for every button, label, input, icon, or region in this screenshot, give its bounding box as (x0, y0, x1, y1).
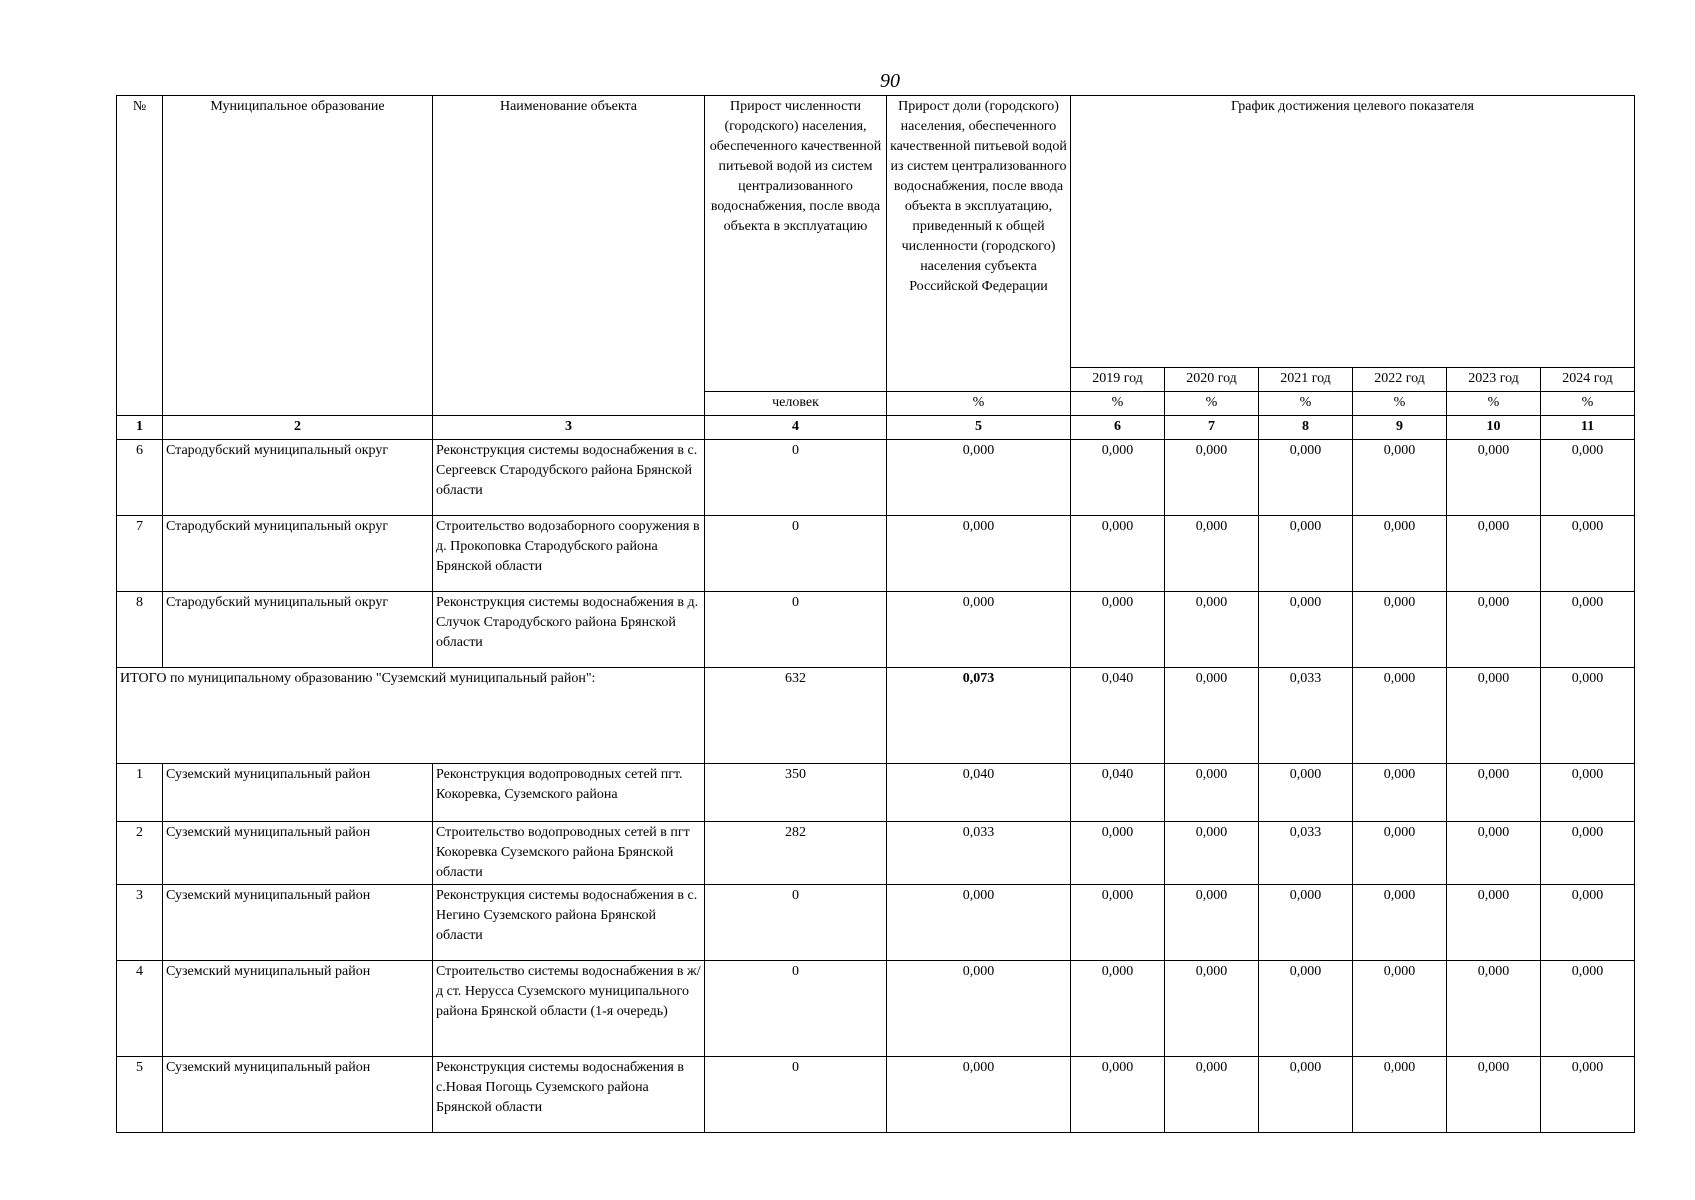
table-row (117, 885, 1635, 961)
row-year-value: 0,000 (1259, 440, 1353, 516)
row-year-value: 0,000 (1165, 592, 1259, 668)
row-year-value: 0,000 (1259, 961, 1353, 1057)
row-share-growth: 0,000 (887, 885, 1071, 961)
column-number: 7 (1165, 416, 1259, 440)
total-year-value: 0,000 (1541, 668, 1635, 764)
unit-pct: % (887, 392, 1071, 416)
row-share-growth: 0,033 (887, 822, 1071, 885)
row-year-value: 0,000 (1071, 592, 1165, 668)
row-year-value: 0,000 (1353, 961, 1447, 1057)
row-pop-growth: 0 (705, 961, 887, 1057)
row-share-growth: 0,000 (887, 516, 1071, 592)
year-header: 2019 год (1071, 368, 1165, 392)
total-share-growth: 0,073 (887, 668, 1071, 764)
header-row (117, 96, 1635, 368)
header-pop-growth: Прирост численности (городского) населения, обеспеченного качественной питьевой водой из систем централизованного водоснабжения, после ввода объекта в эксплуатацию (705, 96, 887, 392)
row-object: Реконструкция системы водоснабжения в с. Негино Суземского района Брянской области (433, 885, 705, 961)
header-no: № (117, 96, 163, 416)
row-year-value: 0,000 (1447, 822, 1541, 885)
row-year-value: 0,000 (1353, 1057, 1447, 1133)
row-no: 1 (117, 764, 163, 822)
row-year-value: 0,000 (1541, 885, 1635, 961)
row-no: 5 (117, 1057, 163, 1133)
row-no: 7 (117, 516, 163, 592)
table-row (117, 592, 1635, 668)
row-year-value: 0,000 (1071, 1057, 1165, 1133)
row-municipality: Суземский муниципальный район (163, 961, 433, 1057)
row-year-value: 0,000 (1353, 885, 1447, 961)
column-number: 8 (1259, 416, 1353, 440)
unit-pct: % (1541, 392, 1635, 416)
year-header: 2023 год (1447, 368, 1541, 392)
row-year-value: 0,000 (1165, 822, 1259, 885)
column-number: 4 (705, 416, 887, 440)
row-year-value: 0,000 (1165, 1057, 1259, 1133)
row-object: Реконструкция системы водоснабжения в д. Случок Стародубского района Брянской области (433, 592, 705, 668)
row-year-value: 0,000 (1259, 592, 1353, 668)
year-header: 2022 год (1353, 368, 1447, 392)
row-year-value: 0,000 (1071, 822, 1165, 885)
row-year-value: 0,000 (1071, 440, 1165, 516)
row-share-growth: 0,000 (887, 440, 1071, 516)
row-municipality: Стародубский муниципальный округ (163, 516, 433, 592)
total-label: ИТОГО по муниципальному образованию "Суземский муниципальный район": (117, 668, 705, 764)
row-year-value: 0,000 (1447, 764, 1541, 822)
target-indicator-table (116, 95, 1635, 1133)
row-year-value: 0,000 (1447, 961, 1541, 1057)
row-pop-growth: 0 (705, 516, 887, 592)
row-year-value: 0,000 (1541, 1057, 1635, 1133)
row-year-value: 0,000 (1541, 961, 1635, 1057)
row-municipality: Суземский муниципальный район (163, 1057, 433, 1133)
column-number: 2 (163, 416, 433, 440)
total-year-value: 0,000 (1353, 668, 1447, 764)
table-row (117, 764, 1635, 822)
header-municipality: Муниципальное образование (163, 96, 433, 416)
unit-people: человек (705, 392, 887, 416)
row-pop-growth: 282 (705, 822, 887, 885)
row-pop-growth: 0 (705, 592, 887, 668)
row-year-value: 0,000 (1353, 516, 1447, 592)
column-numbers-row (117, 416, 1635, 440)
row-share-growth: 0,000 (887, 1057, 1071, 1133)
row-no: 2 (117, 822, 163, 885)
table-row (117, 961, 1635, 1057)
row-year-value: 0,000 (1541, 516, 1635, 592)
row-object: Строительство водопроводных сетей в пгт Кокоревка Суземского района Брянской области (433, 822, 705, 885)
row-pop-growth: 350 (705, 764, 887, 822)
row-year-value: 0,000 (1165, 764, 1259, 822)
row-no: 8 (117, 592, 163, 668)
total-year-value: 0,000 (1447, 668, 1541, 764)
total-year-value: 0,040 (1071, 668, 1165, 764)
row-year-value: 0,000 (1259, 516, 1353, 592)
row-year-value: 0,000 (1165, 885, 1259, 961)
year-header: 2021 год (1259, 368, 1353, 392)
row-share-growth: 0,000 (887, 961, 1071, 1057)
column-number: 5 (887, 416, 1071, 440)
unit-pct: % (1071, 392, 1165, 416)
table-row (117, 440, 1635, 516)
row-no: 4 (117, 961, 163, 1057)
table-row (117, 822, 1635, 885)
row-pop-growth: 0 (705, 440, 887, 516)
total-year-value: 0,033 (1259, 668, 1353, 764)
row-year-value: 0,000 (1165, 961, 1259, 1057)
row-year-value: 0,000 (1259, 764, 1353, 822)
row-year-value: 0,000 (1447, 1057, 1541, 1133)
row-object: Строительство системы водоснабжения в ж/д ст. Нерусса Суземского муниципального района Брянской области (1-я очередь) (433, 961, 705, 1057)
column-number: 9 (1353, 416, 1447, 440)
row-no: 3 (117, 885, 163, 961)
row-pop-growth: 0 (705, 1057, 887, 1133)
row-year-value: 0,000 (1447, 592, 1541, 668)
row-year-value: 0,000 (1541, 822, 1635, 885)
row-year-value: 0,000 (1071, 885, 1165, 961)
row-share-growth: 0,040 (887, 764, 1071, 822)
row-year-value: 0,000 (1259, 1057, 1353, 1133)
row-year-value: 0,000 (1447, 516, 1541, 592)
row-year-value: 0,000 (1353, 592, 1447, 668)
row-year-value: 0,000 (1353, 440, 1447, 516)
row-year-value: 0,000 (1165, 440, 1259, 516)
column-number: 6 (1071, 416, 1165, 440)
row-year-value: 0,000 (1541, 764, 1635, 822)
row-year-value: 0,000 (1353, 822, 1447, 885)
row-pop-growth: 0 (705, 885, 887, 961)
row-object: Реконструкция водопроводных сетей пгт. Кокоревка, Суземского района (433, 764, 705, 822)
row-object: Реконструкция системы водоснабжения в с. Сергеевск Стародубского района Брянской области (433, 440, 705, 516)
row-object: Строительство водозаборного сооружения в д. Прокоповка Стародубского района Брянской области (433, 516, 705, 592)
row-no: 6 (117, 440, 163, 516)
year-header: 2020 год (1165, 368, 1259, 392)
year-header: 2024 год (1541, 368, 1635, 392)
row-year-value: 0,000 (1541, 440, 1635, 516)
table-row (117, 516, 1635, 592)
row-year-value: 0,033 (1259, 822, 1353, 885)
row-year-value: 0,000 (1165, 516, 1259, 592)
header-object-name: Наименование объекта (433, 96, 705, 416)
row-year-value: 0,000 (1447, 885, 1541, 961)
row-object: Реконструкция системы водоснабжения в с.Новая Погощь Суземского района Брянской области (433, 1057, 705, 1133)
table-row (117, 1057, 1635, 1133)
column-number: 11 (1541, 416, 1635, 440)
unit-pct: % (1259, 392, 1353, 416)
total-year-value: 0,000 (1165, 668, 1259, 764)
unit-pct: % (1353, 392, 1447, 416)
row-municipality: Суземский муниципальный район (163, 764, 433, 822)
unit-pct: % (1447, 392, 1541, 416)
column-number: 3 (433, 416, 705, 440)
row-year-value: 0,000 (1071, 516, 1165, 592)
column-number: 10 (1447, 416, 1541, 440)
unit-pct: % (1165, 392, 1259, 416)
row-municipality: Стародубский муниципальный округ (163, 592, 433, 668)
row-year-value: 0,000 (1541, 592, 1635, 668)
header-schedule: График достижения целевого показателя (1071, 96, 1635, 368)
row-municipality: Стародубский муниципальный округ (163, 440, 433, 516)
row-share-growth: 0,000 (887, 592, 1071, 668)
total-row (117, 668, 1635, 764)
row-year-value: 0,000 (1259, 885, 1353, 961)
column-number: 1 (117, 416, 163, 440)
row-year-value: 0,040 (1071, 764, 1165, 822)
page-number: 90 (880, 70, 900, 92)
row-municipality: Суземский муниципальный район (163, 885, 433, 961)
row-year-value: 0,000 (1447, 440, 1541, 516)
row-municipality: Суземский муниципальный район (163, 822, 433, 885)
row-year-value: 0,000 (1353, 764, 1447, 822)
row-year-value: 0,000 (1071, 961, 1165, 1057)
header-share-growth: Прирост доли (городского) населения, обеспеченного качественной питьевой водой из систем централизованного водоснабжения, после ввода объекта в эксплуатацию, приведенный к общей численности (городского) населения субъекта Российской Федерации (887, 96, 1071, 392)
total-pop-growth: 632 (705, 668, 887, 764)
